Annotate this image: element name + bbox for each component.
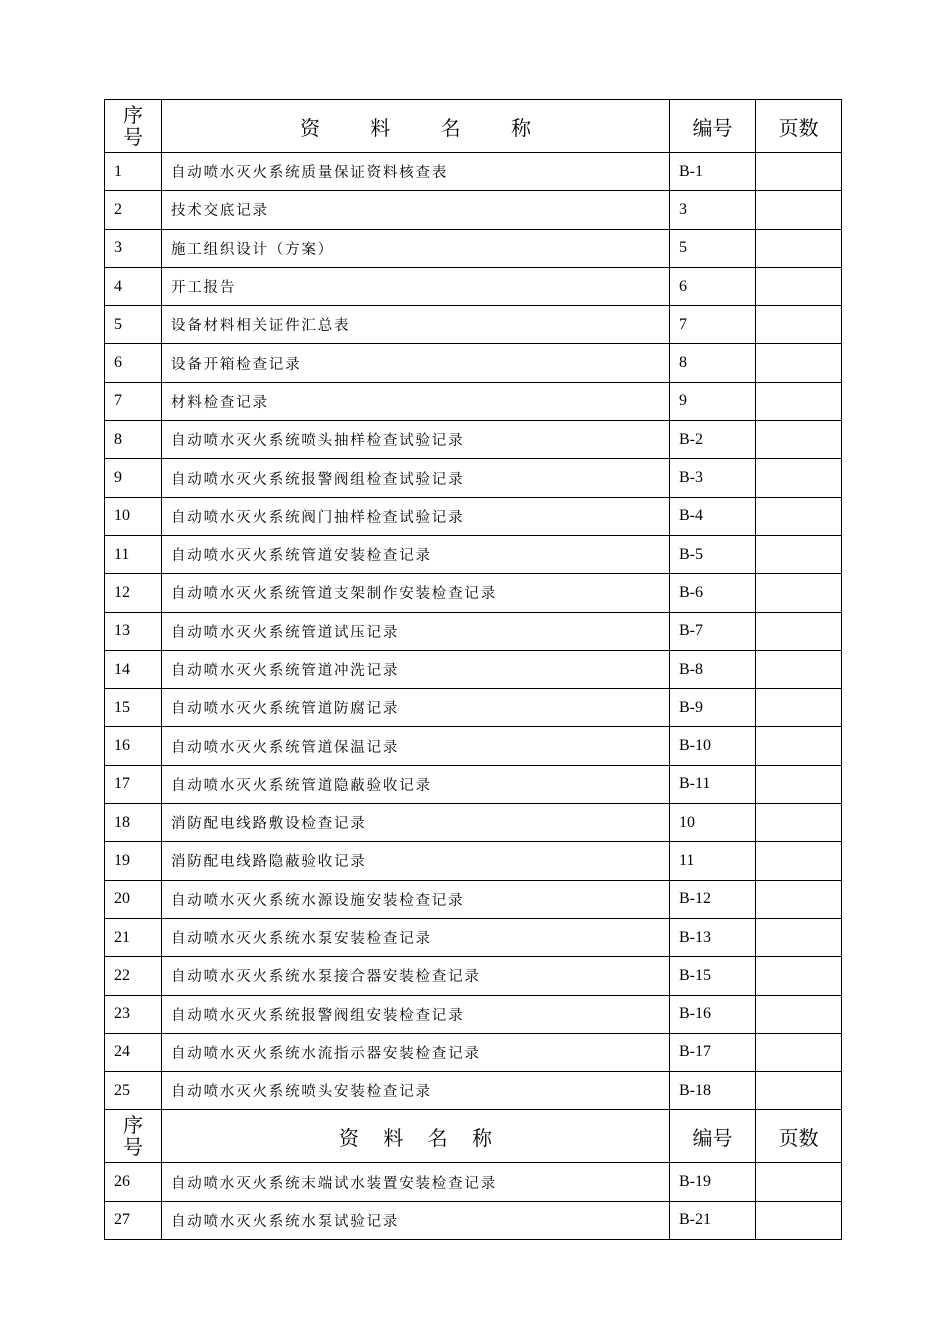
table-row	[105, 1201, 842, 1239]
table-row	[105, 535, 842, 573]
document-code-cell: B-9	[670, 689, 756, 727]
table-header-row	[105, 1110, 842, 1163]
table-row	[105, 574, 842, 612]
document-name-cell: 自动喷水灭火系统喷头抽样检查试验记录	[162, 421, 670, 459]
page-count-cell	[756, 191, 842, 229]
row-number-cell: 11	[105, 535, 162, 573]
document-code-cell: 6	[670, 267, 756, 305]
page-count-cell	[756, 306, 842, 344]
document-code-cell: 7	[670, 306, 756, 344]
document-name-cell: 自动喷水灭火系统报警阀组检查试验记录	[162, 459, 670, 497]
document-name-cell: 自动喷水灭火系统管道冲洗记录	[162, 650, 670, 688]
header-pages-cell: 页数	[756, 1110, 842, 1163]
table-row	[105, 804, 842, 842]
document-code-cell: B-10	[670, 727, 756, 765]
page-count-cell	[756, 421, 842, 459]
document-name-cell: 自动喷水灭火系统管道支架制作安装检查记录	[162, 574, 670, 612]
document-code-cell: B-6	[670, 574, 756, 612]
document-name-cell: 自动喷水灭火系统管道防腐记录	[162, 689, 670, 727]
table-header-row	[105, 100, 842, 153]
page-count-cell	[756, 880, 842, 918]
document-name-cell: 自动喷水灭火系统质量保证资料核查表	[162, 153, 670, 191]
document-name-cell: 材料检查记录	[162, 382, 670, 420]
table-row	[105, 344, 842, 382]
page-count-cell	[756, 957, 842, 995]
header-seq-cell: 序 号	[105, 100, 162, 153]
table-row	[105, 153, 842, 191]
row-number-cell: 23	[105, 995, 162, 1033]
row-number-cell: 6	[105, 344, 162, 382]
row-number-cell: 8	[105, 421, 162, 459]
row-number-cell: 17	[105, 765, 162, 803]
row-number-cell: 20	[105, 880, 162, 918]
page-count-cell	[756, 995, 842, 1033]
page-count-cell	[756, 229, 842, 267]
table-row	[105, 497, 842, 535]
page-count-cell	[756, 574, 842, 612]
document-code-cell: B-19	[670, 1163, 756, 1201]
row-number-cell: 5	[105, 306, 162, 344]
header-name-cell: 资 料 名 称	[162, 1110, 670, 1163]
page-count-cell	[756, 497, 842, 535]
table-row	[105, 727, 842, 765]
row-number-cell: 10	[105, 497, 162, 535]
table-row	[105, 765, 842, 803]
document-code-cell: B-18	[670, 1072, 756, 1110]
document-code-cell: 3	[670, 191, 756, 229]
row-number-cell: 9	[105, 459, 162, 497]
document-code-cell: B-4	[670, 497, 756, 535]
header-code-cell: 编号	[670, 100, 756, 153]
row-number-cell: 13	[105, 612, 162, 650]
document-name-cell: 开工报告	[162, 267, 670, 305]
row-number-cell: 15	[105, 689, 162, 727]
page-count-cell	[756, 1163, 842, 1201]
document-code-cell: B-8	[670, 650, 756, 688]
document-name-cell: 自动喷水灭火系统管道试压记录	[162, 612, 670, 650]
row-number-cell: 12	[105, 574, 162, 612]
table-row	[105, 421, 842, 459]
document-name-cell: 自动喷水灭火系统喷头安装检查记录	[162, 1072, 670, 1110]
document-code-cell: 10	[670, 804, 756, 842]
table-row	[105, 459, 842, 497]
document-name-cell: 自动喷水灭火系统管道隐蔽验收记录	[162, 765, 670, 803]
document-name-cell: 自动喷水灭火系统管道保温记录	[162, 727, 670, 765]
table-row	[105, 1072, 842, 1110]
document-name-cell: 消防配电线路隐蔽验收记录	[162, 842, 670, 880]
row-number-cell: 14	[105, 650, 162, 688]
table-row	[105, 880, 842, 918]
document-name-cell: 设备开箱检查记录	[162, 344, 670, 382]
page-count-cell	[756, 765, 842, 803]
document-name-cell: 施工组织设计（方案）	[162, 229, 670, 267]
row-number-cell: 22	[105, 957, 162, 995]
document-code-cell: B-15	[670, 957, 756, 995]
document-code-cell: 11	[670, 842, 756, 880]
table-row	[105, 382, 842, 420]
table-row	[105, 1033, 842, 1071]
table-row	[105, 1163, 842, 1201]
document-code-cell: B-21	[670, 1201, 756, 1239]
document-code-cell: B-1	[670, 153, 756, 191]
document-code-cell: B-12	[670, 880, 756, 918]
table-row	[105, 957, 842, 995]
table-row	[105, 612, 842, 650]
document-name-cell: 自动喷水灭火系统水泵试验记录	[162, 1201, 670, 1239]
page-count-cell	[756, 153, 842, 191]
header-pages-cell: 页数	[756, 100, 842, 153]
row-number-cell: 26	[105, 1163, 162, 1201]
table-row	[105, 191, 842, 229]
document-code-cell: 5	[670, 229, 756, 267]
page-count-cell	[756, 382, 842, 420]
row-number-cell: 1	[105, 153, 162, 191]
row-number-cell: 7	[105, 382, 162, 420]
page-count-cell	[756, 650, 842, 688]
row-number-cell: 3	[105, 229, 162, 267]
table-row	[105, 918, 842, 956]
document-name-cell: 自动喷水灭火系统报警阀组安装检查记录	[162, 995, 670, 1033]
page-count-cell	[756, 612, 842, 650]
page-count-cell	[756, 918, 842, 956]
page-count-cell	[756, 842, 842, 880]
document-code-cell: 9	[670, 382, 756, 420]
table-row	[105, 650, 842, 688]
document-code-cell: B-11	[670, 765, 756, 803]
table-row	[105, 306, 842, 344]
table-row	[105, 267, 842, 305]
table-row	[105, 229, 842, 267]
document-name-cell: 自动喷水灭火系统管道安装检查记录	[162, 535, 670, 573]
row-number-cell: 24	[105, 1033, 162, 1071]
table-row	[105, 995, 842, 1033]
row-number-cell: 18	[105, 804, 162, 842]
header-seq-cell: 序 号	[105, 1110, 162, 1163]
document-code-cell: B-13	[670, 918, 756, 956]
row-number-cell: 16	[105, 727, 162, 765]
page-count-cell	[756, 267, 842, 305]
document-name-cell: 技术交底记录	[162, 191, 670, 229]
page-count-cell	[756, 1033, 842, 1071]
page-count-cell	[756, 1201, 842, 1239]
document-name-cell: 自动喷水灭火系统水源设施安装检查记录	[162, 880, 670, 918]
document-name-cell: 自动喷水灭火系统阀门抽样检查试验记录	[162, 497, 670, 535]
row-number-cell: 27	[105, 1201, 162, 1239]
table-row	[105, 689, 842, 727]
document-code-cell: B-7	[670, 612, 756, 650]
page-count-cell	[756, 727, 842, 765]
header-name-cell: 资 料 名 称	[162, 100, 670, 153]
row-number-cell: 2	[105, 191, 162, 229]
header-code-cell: 编号	[670, 1110, 756, 1163]
page-count-cell	[756, 344, 842, 382]
row-number-cell: 21	[105, 918, 162, 956]
table-row	[105, 842, 842, 880]
document-code-cell: B-3	[670, 459, 756, 497]
document-name-cell: 自动喷水灭火系统水泵安装检查记录	[162, 918, 670, 956]
page-count-cell	[756, 459, 842, 497]
row-number-cell: 19	[105, 842, 162, 880]
page-count-cell	[756, 1072, 842, 1110]
document-code-cell: B-17	[670, 1033, 756, 1071]
document-code-cell: 8	[670, 344, 756, 382]
document-name-cell: 自动喷水灭火系统末端试水装置安装检查记录	[162, 1163, 670, 1201]
document-index-table	[104, 99, 842, 1240]
document-name-cell: 消防配电线路敷设检查记录	[162, 804, 670, 842]
document-name-cell: 设备材料相关证件汇总表	[162, 306, 670, 344]
document-code-cell: B-16	[670, 995, 756, 1033]
document-name-cell: 自动喷水灭火系统水泵接合器安装检查记录	[162, 957, 670, 995]
document-index-body	[105, 100, 842, 1240]
row-number-cell: 4	[105, 267, 162, 305]
document-code-cell: B-5	[670, 535, 756, 573]
page-count-cell	[756, 804, 842, 842]
page-count-cell	[756, 535, 842, 573]
document-code-cell: B-2	[670, 421, 756, 459]
row-number-cell: 25	[105, 1072, 162, 1110]
document-name-cell: 自动喷水灭火系统水流指示器安装检查记录	[162, 1033, 670, 1071]
page-count-cell	[756, 689, 842, 727]
